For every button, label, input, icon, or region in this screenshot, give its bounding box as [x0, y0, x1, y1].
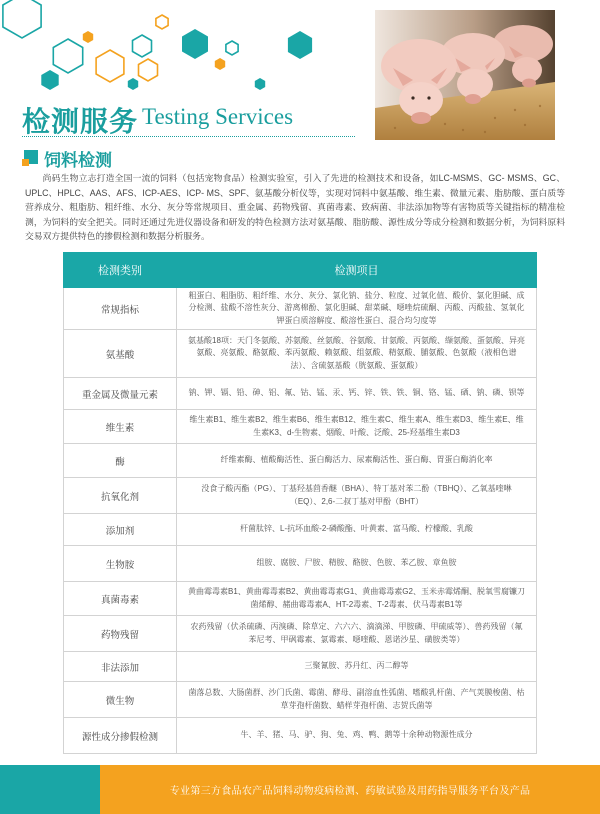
- table-row: [64, 546, 537, 582]
- row-items: 钠、钾、镉、铅、砷、铝、氟、钴、锰、汞、钙、锌、铁、铁、铜、铬、锰、硒、钠、磷、钡等: [177, 378, 537, 410]
- footer-slogan: 专业第三方食品农产品饲料动物疫病检测、药敏试验及用药指导服务平台及产品: [169, 786, 531, 797]
- table-row: [64, 378, 537, 410]
- row-category: 酶: [64, 444, 177, 478]
- row-items: 农药残留（伏杀硫磷、丙溴磷、除草定、六六六、滴滴涕、甲胺磷、甲硫威等）、兽药残留（氟苯尼考、甲砜霉素、氯霉素、噁喹酸、恩诺沙星、磺胺类等）: [177, 616, 537, 652]
- table-row: [64, 514, 537, 546]
- hexagon-decoration: [182, 29, 208, 59]
- table-row: [64, 444, 537, 478]
- row-category: 维生素: [64, 410, 177, 444]
- row-category: 生物胺: [64, 546, 177, 582]
- row-category: 源性成分掺假检测: [64, 718, 177, 754]
- row-items: 氨基酸18项：天门冬氨酸、苏氨酸、丝氨酸、谷氨酸、甘氨酸、丙氨酸、缬氨酸、蛋氨酸、异亮氨酸、亮氨酸、酪氨酸、苯丙氨酸、赖氨酸、组氨酸、精氨酸、脯氨酸、色氨酸（液相色谱法）、含硫氨基酸（胱氨酸、蛋氨酸）: [177, 330, 537, 378]
- row-category: 添加剂: [64, 514, 177, 546]
- hexagon-decoration: [53, 39, 82, 73]
- row-items: 牛、羊、猪、马、驴、狗、兔、鸡、鸭、鹅等十余种动物源性成分: [177, 718, 537, 754]
- footer-teal-block: [0, 765, 100, 814]
- testing-items-table: [63, 252, 537, 754]
- hexagon-decoration: [96, 50, 124, 82]
- row-items: 纤维素酶、植酸酶活性、蛋白酶活力、尿素酶活性、蛋白酶、胃蛋白酶消化率: [177, 444, 537, 478]
- row-items: 三聚氰胺、苏丹红、丙二醇等: [177, 652, 537, 682]
- hexagon-decoration-group: [0, 0, 330, 100]
- hexagon-decoration: [133, 35, 152, 57]
- hexagon-decoration: [156, 15, 168, 29]
- page-title-cn: 检测服务: [22, 105, 139, 138]
- row-items: 黄曲霉毒素B1、黄曲霉毒素B2、黄曲霉毒素G1、黄曲霉毒素G2、玉米赤霉烯酮、脱氧雪腐镰刀菌烯醇、赭曲霉毒素A、HT-2毒素、T-2毒素、伏马毒素B1等: [177, 582, 537, 616]
- section-intro: 尚码生物立志打造全国一流的饲料（包括宠物食品）检测实验室，引入了先进的检测技术和设备，如LC-MSMS、GC- MSMS、GC、UPLC、HPLC、AAS、AFS、ICP-AES、ICP- MS、SPF、氨基酸分析仪等，实现对饲料中氨基酸、维生素、微量元素、脂肪酸、蛋白质等营养成分、粗脂肪、粗纤维、水分、灰分等常规项目、重金属、药物残留、真菌毒素、致病菌、非法添加物等有害物质等关键指标的精准检测，为饲料的安全把关。同时还通过先进仪器设备和研发的特色检测方法对氨基酸、脂肪酸、源性成分等成分检测和数据分析，为饲料原料交易双方提供特色的掺假检测和数据分析服务。: [25, 173, 565, 241]
- table-row: [64, 330, 537, 378]
- table-header-row: [64, 253, 537, 288]
- row-items: 粗蛋白、粗脂肪、粗纤维、水分、灰分、氯化钠、盐分、粒度、过氧化值、酸价、氯化胆碱、成分检测、盐酸不溶性灰分、游离棉酚、氯化胆碱、甜菜碱、噁唑烷硫酮、丙酸、丙酸盐、氢氧化钾蛋白质溶解度、酸溶性蛋白、混合均匀度等: [177, 288, 537, 330]
- section-title: 饲料检测: [44, 151, 112, 171]
- table-row: [64, 616, 537, 652]
- row-category: 重金属及微量元素: [64, 378, 177, 410]
- hexagon-decoration: [226, 41, 238, 55]
- row-category: 常规指标: [64, 288, 177, 330]
- row-items: 组胺、腐胺、尸胺、精胺、酪胺、色胺、苯乙胺、章鱼胺: [177, 546, 537, 582]
- row-items: 菌落总数、大肠菌群、沙门氏菌、霉菌、酵母、副溶血性弧菌、嗜酸乳杆菌、产气荚膜梭菌、枯草芽孢杆菌数、蜡样芽孢杆菌、志贺氏菌等: [177, 682, 537, 718]
- hexagon-decoration: [288, 31, 312, 59]
- table-row: [64, 682, 537, 718]
- table-row: [64, 718, 537, 754]
- footer-banner: [100, 765, 600, 814]
- header-category: 检测类别: [64, 253, 177, 288]
- table-row: [64, 288, 537, 330]
- title-divider: [22, 136, 355, 137]
- hexagon-decoration: [215, 58, 225, 70]
- hexagon-decoration: [3, 0, 41, 38]
- row-items: 维生素B1、维生素B2、维生素B6、维生素B12、维生素C、维生素A、维生素D3、维生素E、维生素K3、d-生物素、烟酸、叶酸、泛酸、25-羟基维生素D3: [177, 410, 537, 444]
- hexagon-decoration: [128, 78, 138, 90]
- table-row: [64, 582, 537, 616]
- row-category: 非法添加: [64, 652, 177, 682]
- table-row: [64, 652, 537, 682]
- row-items: 杆菌肽锌、L-抗坏血酸-2-磷酸酯、叶黄素、富马酸、柠檬酸、乳酸: [177, 514, 537, 546]
- row-category: 微生物: [64, 682, 177, 718]
- row-category: 药物残留: [64, 616, 177, 652]
- header-items: 检测项目: [177, 253, 537, 288]
- row-category: 抗氧化剂: [64, 478, 177, 514]
- hexagon-decoration: [41, 70, 58, 90]
- pigs-photo: [375, 10, 555, 140]
- hexagon-decoration: [83, 31, 93, 43]
- section-square-icon: [22, 150, 38, 166]
- row-category: 真菌毒素: [64, 582, 177, 616]
- page-title-en: Testing Services: [142, 104, 294, 129]
- table-row: [64, 478, 537, 514]
- hexagon-decoration: [255, 78, 265, 90]
- row-category: 氨基酸: [64, 330, 177, 378]
- table-row: [64, 410, 537, 444]
- row-items: 没食子酸丙酯（PG）、丁基羟基茴香醚（BHA）、特丁基对苯二酚（TBHQ）、乙氧基喹啉（EQ）、2,6-二叔丁基对甲酚（BHT）: [177, 478, 537, 514]
- hexagon-decoration: [139, 59, 158, 81]
